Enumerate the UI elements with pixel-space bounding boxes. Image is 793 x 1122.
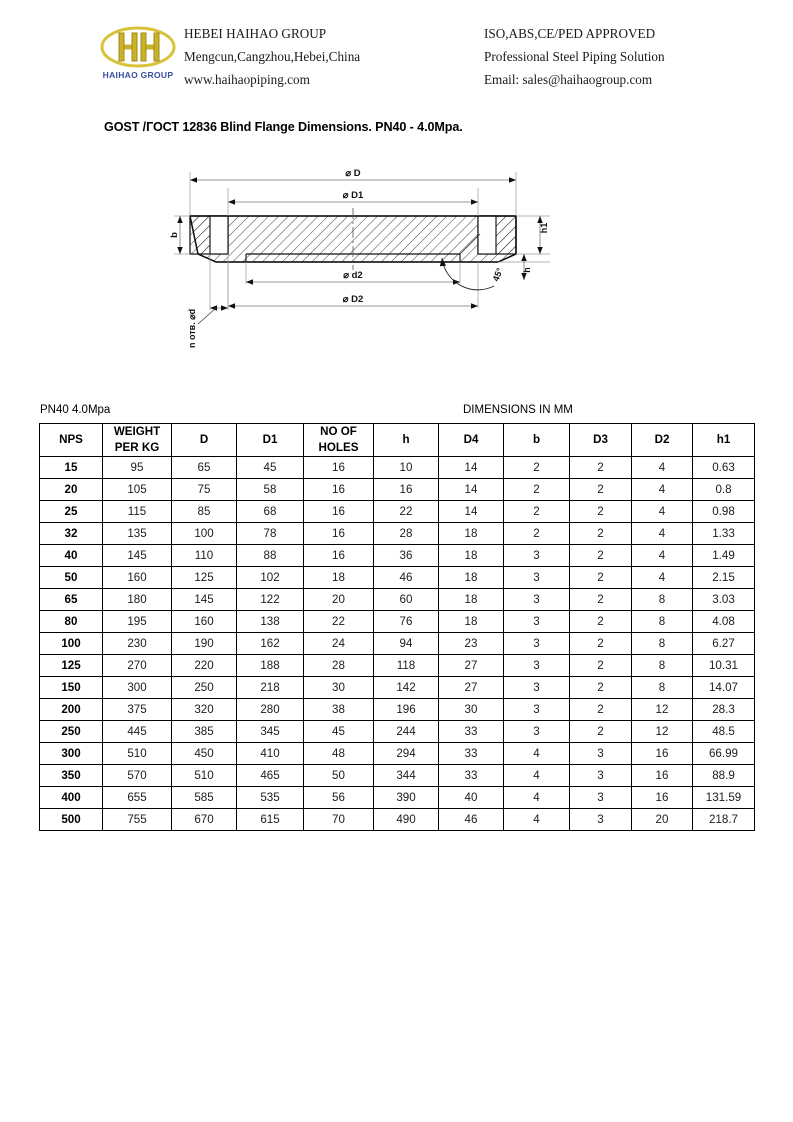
flange-body-profile xyxy=(190,208,516,270)
cell-nps: 200 xyxy=(40,699,103,721)
pressure-rating-caption: PN40 4.0Mpa xyxy=(40,404,111,416)
cell-b: 4 xyxy=(504,743,570,765)
cell-d1: 102 xyxy=(237,567,304,589)
cell-weight-per-kg: 230 xyxy=(103,633,172,655)
table-row xyxy=(40,765,755,787)
cell-nps: 80 xyxy=(40,611,103,633)
cell-d: 65 xyxy=(172,457,237,479)
cell-d4: 18 xyxy=(439,545,504,567)
dimension-d2-small xyxy=(246,270,460,282)
cell-b: 3 xyxy=(504,545,570,567)
cell-h1: 6.27 xyxy=(693,633,755,655)
cell-b: 3 xyxy=(504,611,570,633)
cell-d4: 27 xyxy=(439,677,504,699)
cell-b: 2 xyxy=(504,501,570,523)
cell-d2: 16 xyxy=(632,743,693,765)
cell-b: 4 xyxy=(504,787,570,809)
cell-d2: 4 xyxy=(632,501,693,523)
cell-nps: 65 xyxy=(40,589,103,611)
cell-h1: 66.99 xyxy=(693,743,755,765)
cell-nps: 250 xyxy=(40,721,103,743)
cell-d: 110 xyxy=(172,545,237,567)
cell-h: 46 xyxy=(374,567,439,589)
dimension-d2-large xyxy=(228,294,478,306)
company-website: www.haihaopiping.com xyxy=(184,72,310,87)
cell-d: 145 xyxy=(172,589,237,611)
label-chamfer-angle: 45° xyxy=(490,266,505,283)
cell-weight-per-kg: 570 xyxy=(103,765,172,787)
cell-d4: 18 xyxy=(439,523,504,545)
company-info-left xyxy=(184,22,484,91)
cell-d: 510 xyxy=(172,765,237,787)
dimension-bolt-circle xyxy=(228,190,478,202)
cell-h: 28 xyxy=(374,523,439,545)
col-header-b-l1: b xyxy=(532,433,541,446)
cell-d2: 8 xyxy=(632,677,693,699)
cell-nps: 15 xyxy=(40,457,103,479)
col-header-holes-l2: HOLES xyxy=(318,441,359,454)
cell-weight-per-kg: 115 xyxy=(103,501,172,523)
cell-nps: 50 xyxy=(40,567,103,589)
cell-d4: 30 xyxy=(439,699,504,721)
col-header-h xyxy=(374,424,439,457)
cell-h: 22 xyxy=(374,501,439,523)
cell-d: 670 xyxy=(172,809,237,831)
cell-d3: 3 xyxy=(570,809,632,831)
table-row xyxy=(40,809,755,831)
col-header-holes-l1: NO OF xyxy=(320,425,357,438)
cell-d3: 2 xyxy=(570,655,632,677)
cell-h1: 1.49 xyxy=(693,545,755,567)
label-h1: h1 xyxy=(539,222,549,234)
cell-d1: 410 xyxy=(237,743,304,765)
cell-h1: 48.5 xyxy=(693,721,755,743)
cell-d: 250 xyxy=(172,677,237,699)
cell-d2: 8 xyxy=(632,633,693,655)
cell-h: 344 xyxy=(374,765,439,787)
cell-d2: 8 xyxy=(632,589,693,611)
cell-d3: 2 xyxy=(570,611,632,633)
cell-d1: 280 xyxy=(237,699,304,721)
cell-d4: 33 xyxy=(439,765,504,787)
table-row xyxy=(40,677,755,699)
cell-d3: 2 xyxy=(570,457,632,479)
cell-no-of-holes: 16 xyxy=(304,501,374,523)
cell-b: 2 xyxy=(504,523,570,545)
cell-no-of-holes: 56 xyxy=(304,787,374,809)
cell-d: 125 xyxy=(172,567,237,589)
col-header-d3-l1: D3 xyxy=(593,433,608,446)
cell-d1: 45 xyxy=(237,457,304,479)
cell-weight-per-kg: 510 xyxy=(103,743,172,765)
cell-h: 294 xyxy=(374,743,439,765)
table-row xyxy=(40,655,755,677)
company-email: Email: sales@haihaogroup.com xyxy=(484,72,653,87)
cell-d: 100 xyxy=(172,523,237,545)
flange-dimensions-table xyxy=(39,423,755,831)
cell-b: 3 xyxy=(504,567,570,589)
cell-d4: 33 xyxy=(439,743,504,765)
cell-no-of-holes: 70 xyxy=(304,809,374,831)
cell-d: 190 xyxy=(172,633,237,655)
cell-d: 220 xyxy=(172,655,237,677)
col-header-nps-l1: NPS xyxy=(59,433,83,446)
cell-d3: 3 xyxy=(570,787,632,809)
cell-no-of-holes: 24 xyxy=(304,633,374,655)
col-header-b xyxy=(504,424,570,457)
table-row xyxy=(40,567,755,589)
cell-h: 76 xyxy=(374,611,439,633)
cell-d: 85 xyxy=(172,501,237,523)
cell-no-of-holes: 16 xyxy=(304,523,374,545)
col-header-h1-l1: h1 xyxy=(716,433,731,446)
cell-d1: 58 xyxy=(237,479,304,501)
cell-d1: 122 xyxy=(237,589,304,611)
cell-weight-per-kg: 135 xyxy=(103,523,172,545)
company-tagline: Professional Steel Piping Solution xyxy=(484,49,665,64)
cell-h: 16 xyxy=(374,479,439,501)
cell-h: 36 xyxy=(374,545,439,567)
col-header-d1 xyxy=(237,424,304,457)
col-header-h1 xyxy=(693,424,755,457)
cell-no-of-holes: 30 xyxy=(304,677,374,699)
cell-h: 196 xyxy=(374,699,439,721)
cell-b: 4 xyxy=(504,765,570,787)
cell-b: 3 xyxy=(504,633,570,655)
cell-h: 244 xyxy=(374,721,439,743)
cell-h: 142 xyxy=(374,677,439,699)
cell-b: 3 xyxy=(504,677,570,699)
cell-h1: 0.98 xyxy=(693,501,755,523)
label-bolt-circle-diameter: ⌀ D1 xyxy=(342,190,364,201)
cell-h: 390 xyxy=(374,787,439,809)
cell-d1: 218 xyxy=(237,677,304,699)
cell-d3: 2 xyxy=(570,633,632,655)
cell-d4: 18 xyxy=(439,589,504,611)
page-title: GOST /ГОСТ 12836 Blind Flange Dimensions. PN40 - 4.0Mpa. xyxy=(104,120,463,134)
cell-weight-per-kg: 95 xyxy=(103,457,172,479)
cell-d4: 46 xyxy=(439,809,504,831)
cell-d3: 2 xyxy=(570,721,632,743)
cell-no-of-holes: 16 xyxy=(304,545,374,567)
cell-weight-per-kg: 375 xyxy=(103,699,172,721)
haihao-logo-icon xyxy=(99,25,177,69)
cell-no-of-holes: 16 xyxy=(304,479,374,501)
cell-d4: 14 xyxy=(439,479,504,501)
table-header-row xyxy=(40,424,755,457)
table-row xyxy=(40,457,755,479)
units-caption: DIMENSIONS IN MM xyxy=(463,404,573,416)
cell-b: 3 xyxy=(504,699,570,721)
col-header-d2 xyxy=(632,424,693,457)
label-thickness-b: b xyxy=(169,232,180,238)
cell-nps: 500 xyxy=(40,809,103,831)
dimension-thickness-b xyxy=(169,216,180,254)
cell-h1: 3.03 xyxy=(693,589,755,611)
cell-d4: 18 xyxy=(439,567,504,589)
cell-weight-per-kg: 270 xyxy=(103,655,172,677)
cell-d: 160 xyxy=(172,611,237,633)
cell-d3: 2 xyxy=(570,567,632,589)
cell-d4: 14 xyxy=(439,457,504,479)
cell-d2: 16 xyxy=(632,787,693,809)
cell-weight-per-kg: 195 xyxy=(103,611,172,633)
cell-h1: 131.59 xyxy=(693,787,755,809)
cell-d1: 78 xyxy=(237,523,304,545)
cell-d: 450 xyxy=(172,743,237,765)
cell-weight-per-kg: 655 xyxy=(103,787,172,809)
table-row xyxy=(40,699,755,721)
table-row xyxy=(40,523,755,545)
table-row xyxy=(40,633,755,655)
cell-d2: 20 xyxy=(632,809,693,831)
cell-d1: 188 xyxy=(237,655,304,677)
cell-b: 2 xyxy=(504,479,570,501)
cell-nps: 40 xyxy=(40,545,103,567)
cell-d1: 138 xyxy=(237,611,304,633)
cell-no-of-holes: 28 xyxy=(304,655,374,677)
cell-h: 10 xyxy=(374,457,439,479)
cell-weight-per-kg: 300 xyxy=(103,677,172,699)
col-header-d2-l1: D2 xyxy=(654,433,670,446)
table-row xyxy=(40,743,755,765)
cell-h1: 14.07 xyxy=(693,677,755,699)
cell-nps: 300 xyxy=(40,743,103,765)
col-header-d4 xyxy=(439,424,504,457)
col-header-h-l1: h xyxy=(402,433,410,446)
cell-b: 3 xyxy=(504,721,570,743)
label-outer-diameter: ⌀ D xyxy=(345,168,361,179)
cell-d2: 4 xyxy=(632,567,693,589)
col-header-d-l1: D xyxy=(199,433,209,446)
cell-d1: 615 xyxy=(237,809,304,831)
cell-h1: 1.33 xyxy=(693,523,755,545)
certifications: ISO,ABS,CE/PED APPROVED xyxy=(484,26,656,41)
cell-weight-per-kg: 160 xyxy=(103,567,172,589)
cell-weight-per-kg: 105 xyxy=(103,479,172,501)
cell-d3: 3 xyxy=(570,765,632,787)
cell-d4: 18 xyxy=(439,611,504,633)
col-header-d1-l1: D1 xyxy=(262,433,278,446)
company-logo xyxy=(92,22,184,80)
company-info-right xyxy=(484,22,732,91)
cell-weight-per-kg: 145 xyxy=(103,545,172,567)
col-header-weight xyxy=(103,424,172,457)
cell-weight-per-kg: 445 xyxy=(103,721,172,743)
cell-d2: 4 xyxy=(632,523,693,545)
label-hole-callout: n отв. ⌀d xyxy=(187,308,197,348)
cell-h1: 88.9 xyxy=(693,765,755,787)
cell-nps: 400 xyxy=(40,787,103,809)
cell-d: 75 xyxy=(172,479,237,501)
cell-d1: 162 xyxy=(237,633,304,655)
cell-no-of-holes: 45 xyxy=(304,721,374,743)
cell-d1: 68 xyxy=(237,501,304,523)
cell-d2: 16 xyxy=(632,765,693,787)
table-row xyxy=(40,721,755,743)
cell-d3: 2 xyxy=(570,699,632,721)
cell-d1: 345 xyxy=(237,721,304,743)
label-d2-small: ⌀ d2 xyxy=(343,270,363,281)
company-address: Mengcun,Cangzhou,Hebei,China xyxy=(184,49,361,64)
table-row xyxy=(40,589,755,611)
cell-b: 2 xyxy=(504,457,570,479)
cell-d3: 3 xyxy=(570,743,632,765)
cell-d1: 465 xyxy=(237,765,304,787)
cell-no-of-holes: 18 xyxy=(304,567,374,589)
cell-nps: 350 xyxy=(40,765,103,787)
company-name: HEBEI HAIHAO GROUP xyxy=(184,26,327,41)
cell-h1: 0.63 xyxy=(693,457,755,479)
cell-h1: 4.08 xyxy=(693,611,755,633)
cell-d3: 2 xyxy=(570,589,632,611)
cell-nps: 125 xyxy=(40,655,103,677)
cell-d4: 33 xyxy=(439,721,504,743)
table-row xyxy=(40,611,755,633)
cell-d1: 88 xyxy=(237,545,304,567)
cell-h: 118 xyxy=(374,655,439,677)
cell-h: 490 xyxy=(374,809,439,831)
cell-d: 320 xyxy=(172,699,237,721)
label-d2-large: ⌀ D2 xyxy=(342,294,364,305)
cell-d3: 2 xyxy=(570,545,632,567)
table-row xyxy=(40,545,755,567)
cell-b: 3 xyxy=(504,589,570,611)
cell-d2: 8 xyxy=(632,655,693,677)
col-header-weight-l2: PER KG xyxy=(114,441,160,454)
cell-d2: 8 xyxy=(632,611,693,633)
cell-no-of-holes: 16 xyxy=(304,457,374,479)
cell-h1: 28.3 xyxy=(693,699,755,721)
cell-d: 585 xyxy=(172,787,237,809)
cell-h1: 0.8 xyxy=(693,479,755,501)
cell-d2: 12 xyxy=(632,699,693,721)
cell-weight-per-kg: 180 xyxy=(103,589,172,611)
cell-d3: 2 xyxy=(570,479,632,501)
col-header-no-of-holes xyxy=(304,424,374,457)
cell-d: 385 xyxy=(172,721,237,743)
cell-h1: 2.15 xyxy=(693,567,755,589)
cell-d3: 2 xyxy=(570,677,632,699)
col-header-weight-l1: WEIGHT xyxy=(113,425,161,438)
dimension-outer-diameter xyxy=(190,168,516,180)
flange-cross-section-drawing xyxy=(168,158,568,370)
cell-no-of-holes: 50 xyxy=(304,765,374,787)
cell-no-of-holes: 22 xyxy=(304,611,374,633)
cell-d2: 4 xyxy=(632,545,693,567)
cell-h1: 10.31 xyxy=(693,655,755,677)
cell-b: 4 xyxy=(504,809,570,831)
cell-d3: 2 xyxy=(570,501,632,523)
cell-weight-per-kg: 755 xyxy=(103,809,172,831)
cell-d2: 12 xyxy=(632,721,693,743)
col-header-d xyxy=(172,424,237,457)
cell-nps: 100 xyxy=(40,633,103,655)
logo-caption: HAIHAO GROUP xyxy=(102,70,174,80)
col-header-d3 xyxy=(570,424,632,457)
dimension-h xyxy=(522,254,532,280)
cell-no-of-holes: 38 xyxy=(304,699,374,721)
cell-d4: 23 xyxy=(439,633,504,655)
cell-nps: 32 xyxy=(40,523,103,545)
label-h: h xyxy=(522,267,532,273)
table-row xyxy=(40,479,755,501)
cell-d1: 535 xyxy=(237,787,304,809)
cell-h1: 218.7 xyxy=(693,809,755,831)
cell-no-of-holes: 20 xyxy=(304,589,374,611)
cell-d2: 4 xyxy=(632,457,693,479)
page-header xyxy=(92,22,732,94)
cell-d3: 2 xyxy=(570,523,632,545)
cell-nps: 150 xyxy=(40,677,103,699)
cell-nps: 25 xyxy=(40,501,103,523)
cell-d4: 14 xyxy=(439,501,504,523)
cell-h: 60 xyxy=(374,589,439,611)
cell-h: 94 xyxy=(374,633,439,655)
cell-no-of-holes: 48 xyxy=(304,743,374,765)
cell-nps: 20 xyxy=(40,479,103,501)
cell-d4: 40 xyxy=(439,787,504,809)
annotation-hole-callout xyxy=(187,308,228,348)
table-row xyxy=(40,501,755,523)
col-header-d4-l1: D4 xyxy=(463,433,479,446)
cell-d2: 4 xyxy=(632,479,693,501)
table-row xyxy=(40,787,755,809)
dimension-h1 xyxy=(539,216,549,254)
cell-d4: 27 xyxy=(439,655,504,677)
col-header-nps xyxy=(40,424,103,457)
cell-b: 3 xyxy=(504,655,570,677)
